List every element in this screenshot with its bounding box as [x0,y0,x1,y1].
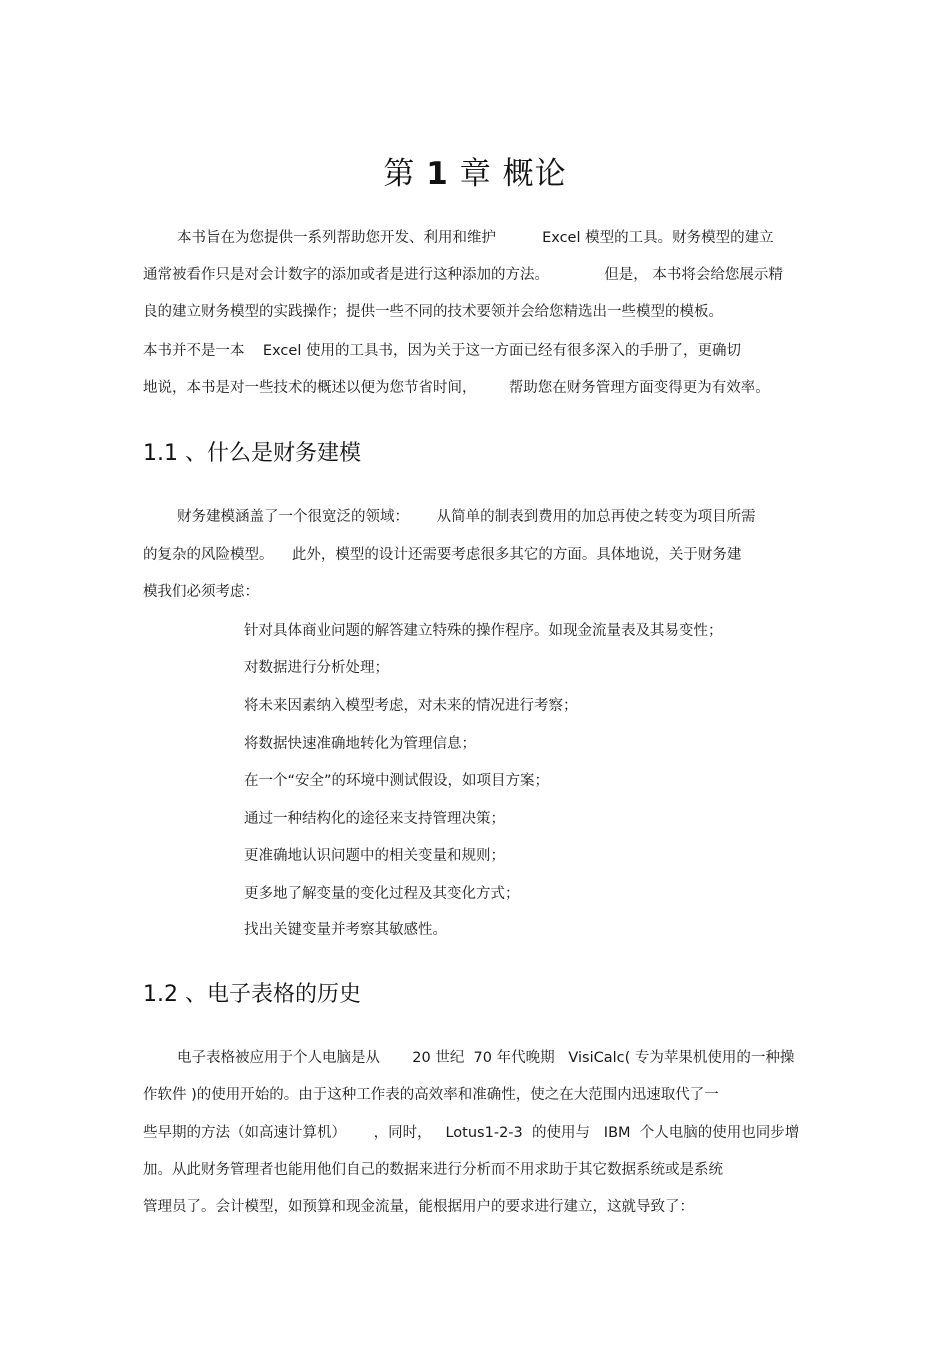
list-item: 将数据快速准确地转化为管理信息； [244,736,476,752]
section-title: 1.2 、电子表格的历史 [143,982,361,1007]
paragraph-line: 电子表格被应用于个人电脑是从 20 世纪 70 年代晚期 VisiCalc( 专为苹果机使用的一种操 [177,1050,795,1066]
paragraph-line: 管理员了。会计模型，如预算和现金流量，能根据用户的要求进行建立，这就导致了： [143,1199,694,1215]
paragraph-line: 的复杂的风险模型。 此外，模型的设计还需要考虑很多其它的方面。具体地说，关于财务建 [143,547,742,563]
list-item: 通过一种结构化的途径来支持管理决策； [244,811,505,827]
list-item: 在一个“安全”的环境中测试假设，如项目方案； [244,773,550,789]
intro-line: 本书旨在为您提供一系列帮助您开发、利用和维护 Excel 模型的工具。财务模型的建立 [177,230,774,246]
intro-line: 良的建立财务模型的实践操作；提供一些不同的技术要领并会给您精选出一些模型的模板。 [143,304,723,320]
paragraph-line: 加。从此财务管理者也能用他们自己的数据来进行分析而不用求助于其它数据系统或是系统 [143,1162,723,1178]
intro-line: 通常被看作只是对会计数字的添加或者是进行这种添加的方法。 但是， 本书将会给您展示精 [143,267,783,283]
list-item: 更准确地认识问题中的相关变量和规则； [244,848,505,864]
section-title: 1.1 、什么是财务建模 [143,441,361,466]
list-item: 针对具体商业问题的解答建立特殊的操作程序。如现金流量表及其易变性； [244,623,723,639]
chapter-number: 1 [426,156,449,192]
chapter-title [0,148,950,193]
list-item: 更多地了解变量的变化过程及其变化方式； [244,886,520,902]
chapter-prefix: 第 [383,156,427,192]
intro-line: 本书并不是一本 Excel 使用的工具书，因为关于这一方面已经有很多深入的手册了，更确切 [143,343,741,359]
list-item: 将未来因素纳入模型考虑，对未来的情况进行考察； [244,698,578,714]
paragraph-line: 模我们必须考虑： [143,584,259,600]
list-item: 找出关键变量并考察其敏感性。 [244,922,447,938]
paragraph-line: 作软件 )的使用开始的。由于这种工作表的高效率和准确性，使之在大范围内迅速取代了一 [143,1087,719,1103]
intro-line: 地说，本书是对一些技术的概述以便为您节省时间， 帮助您在财务管理方面变得更为有效率。 [143,380,770,396]
paragraph-line: 财务建模涵盖了一个很宽泛的领域： 从简单的制表到费用的加总再使之转变为项目所需 [177,509,756,525]
paragraph-line: 些早期的方法（如高速计算机） ，同时， Lotus1-2-3 的使用与 IBM 个人电脑的使用也同步增 [143,1125,800,1141]
chapter-suffix: 章 概论 [448,156,567,192]
list-item: 对数据进行分析处理； [244,660,389,676]
